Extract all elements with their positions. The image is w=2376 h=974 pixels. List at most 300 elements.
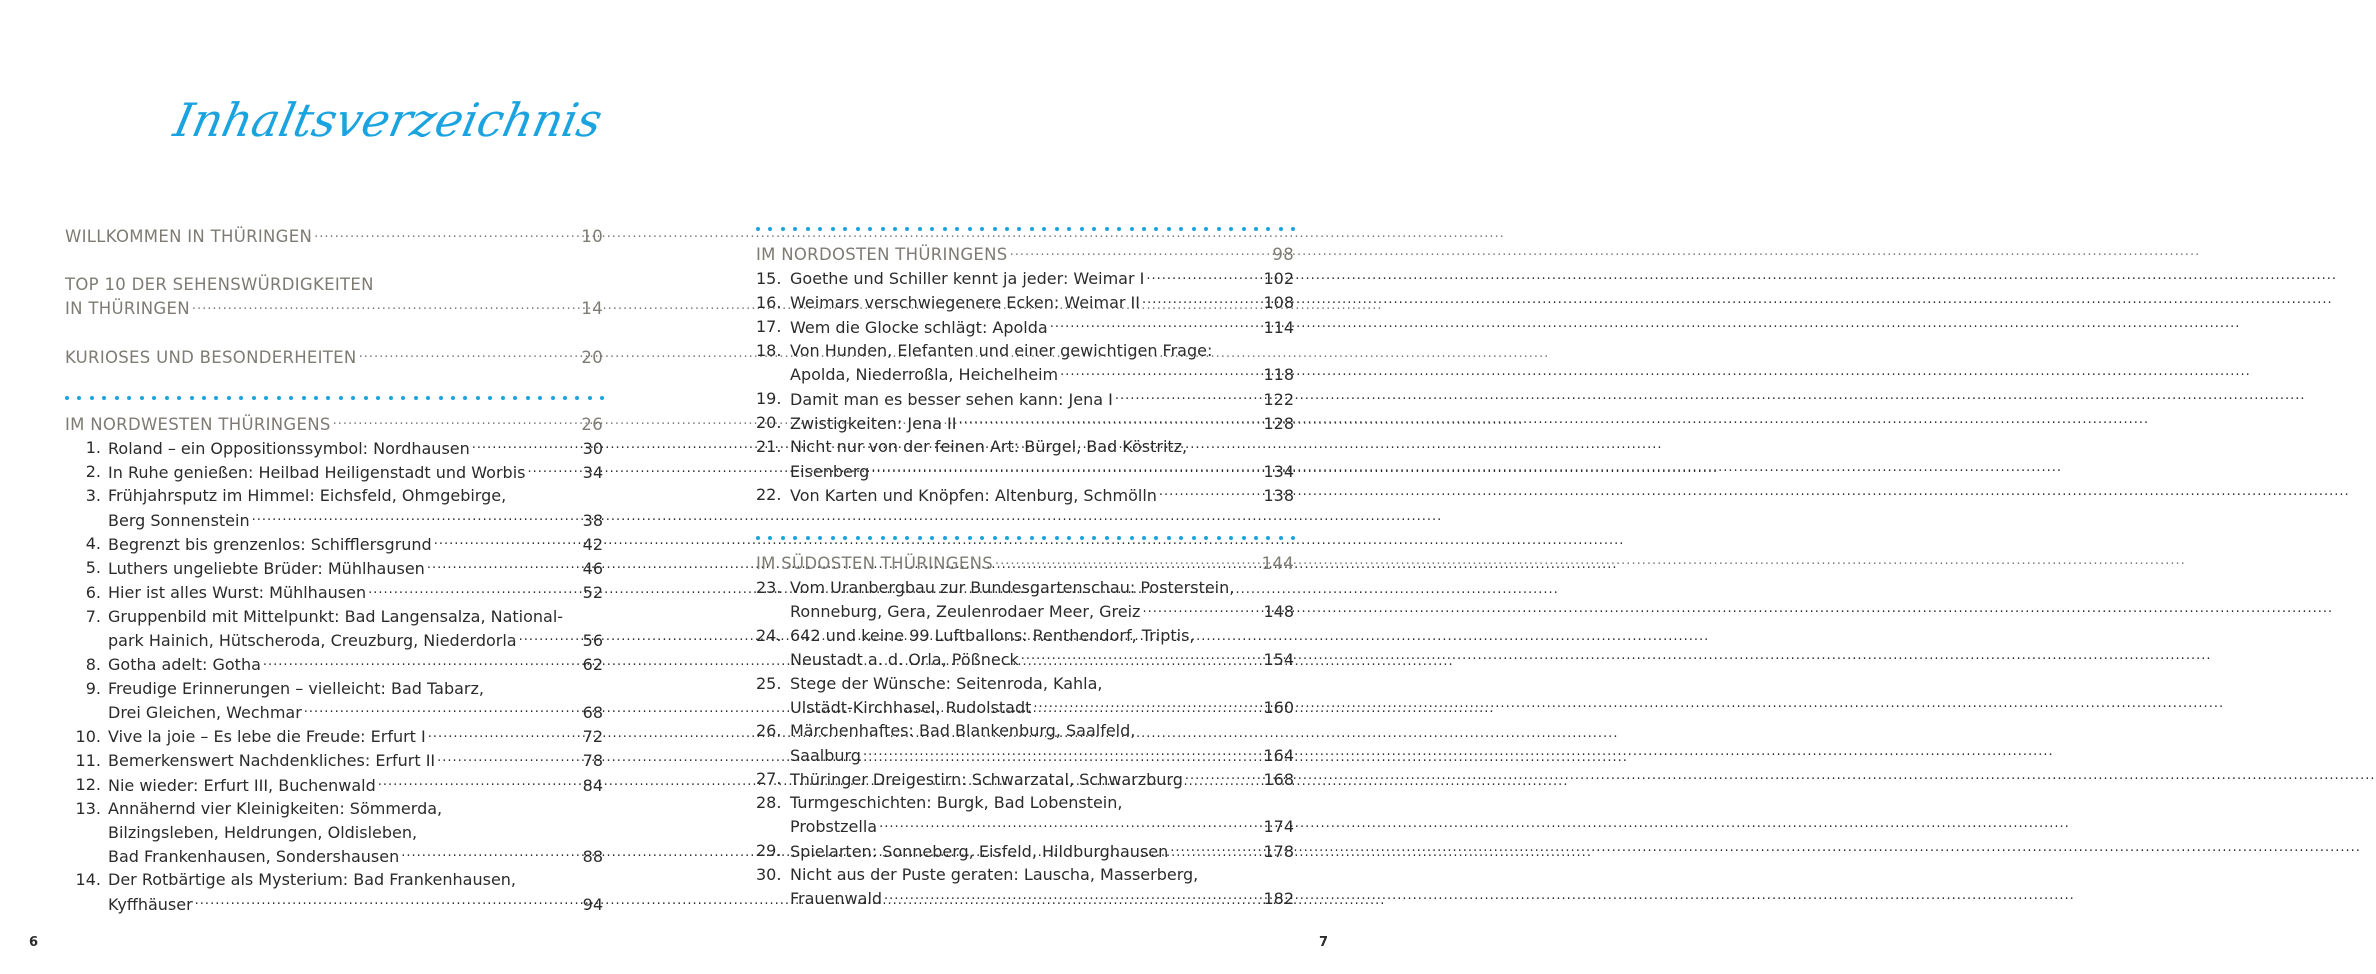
divider-dot — [943, 536, 947, 540]
divider-dot — [1279, 536, 1283, 540]
entry-title-text: Vom Uranbergbau zur Bundesgartenschau: Posterstein, — [790, 577, 1235, 597]
divider-dot — [551, 396, 555, 400]
entry-line — [108, 773, 603, 797]
title-text: Inhaltsverzeichnis — [169, 93, 607, 147]
entry-body — [780, 791, 1294, 839]
entry-line — [108, 653, 603, 677]
entry-number: 16. — [756, 292, 782, 312]
divider-dot — [793, 536, 797, 540]
divider-dot — [1117, 227, 1121, 231]
dot-leader — [958, 411, 1261, 429]
entry-page-number: 34 — [582, 462, 603, 482]
entry-body — [780, 339, 1294, 387]
dot-leader — [863, 743, 1261, 761]
divider-dot — [1192, 227, 1196, 231]
divider-dot — [756, 227, 760, 231]
divider-dot — [239, 396, 243, 400]
entry-line — [790, 695, 1294, 719]
dot-leader — [359, 345, 580, 363]
entry-title-text: Nicht aus der Puste geraten: Lauscha, Masserberg, — [790, 865, 1199, 885]
entry-page-number: 68 — [582, 702, 603, 722]
dot-leader — [263, 653, 581, 671]
divider-dot — [439, 396, 443, 400]
divider-dot — [1154, 536, 1158, 540]
spacer — [65, 321, 603, 345]
divider-dot — [1229, 536, 1233, 540]
divider-dot — [90, 396, 94, 400]
divider-dot — [806, 227, 810, 231]
dot-leader — [995, 551, 1260, 569]
entry-number: 22. — [756, 485, 782, 505]
toc-entry[interactable] — [756, 315, 1294, 339]
divider-dot — [1017, 227, 1021, 231]
toc-entry[interactable] — [65, 436, 603, 460]
entry-title-text: Eisenberg — [790, 461, 870, 481]
dot-leader — [884, 887, 1261, 905]
entry-line — [108, 581, 603, 605]
section-heading-text: TOP 10 DER SEHENSWÜRDIGKEITEN — [65, 274, 374, 294]
divider-dot — [1192, 536, 1196, 540]
entry-title-text: Ulstädt-Kirchhasel, Rudolstadt — [790, 697, 1032, 717]
divider-dot — [1179, 536, 1183, 540]
dot-leader — [368, 581, 581, 599]
entry-title-text: Kyffhäuser — [108, 894, 193, 914]
divider-dot — [115, 396, 119, 400]
divider-dot — [563, 396, 567, 400]
toc-entry[interactable] — [65, 653, 603, 677]
divider-dot — [202, 396, 206, 400]
dot-leader — [1033, 695, 1261, 713]
toc-entry[interactable] — [65, 581, 603, 605]
dot-leader — [401, 844, 580, 862]
section-page-number: 10 — [581, 227, 603, 247]
page-title — [169, 78, 607, 163]
entry-number: 3. — [85, 486, 101, 506]
divider-dot — [868, 227, 872, 231]
entry-number: 20. — [756, 413, 782, 433]
entry-line — [790, 767, 1294, 791]
entry-number: 15. — [756, 268, 782, 288]
toc-entry[interactable] — [756, 339, 1294, 387]
entry-number: 21. — [756, 437, 782, 457]
toc-entry[interactable] — [756, 839, 1294, 863]
entry-body — [101, 868, 603, 916]
divider-dot — [165, 396, 169, 400]
divider-dot — [843, 536, 847, 540]
entry-title-text: Freudige Erinnerungen – vielleicht: Bad Tabarz, — [108, 678, 484, 698]
entry-number: 27. — [756, 769, 782, 789]
divider-dot — [1142, 536, 1146, 540]
toc-entry[interactable] — [756, 483, 1294, 507]
entry-body — [780, 411, 1294, 435]
divider-dot — [1080, 227, 1084, 231]
divider-dot — [1229, 227, 1233, 231]
toc-entry[interactable] — [756, 624, 1294, 672]
entry-line — [790, 600, 1294, 624]
divider-dot — [401, 396, 405, 400]
divider-dot — [768, 227, 772, 231]
entry-title-text: Von Karten und Knöpfen: Altenburg, Schmölln — [790, 485, 1157, 505]
dotted-divider — [756, 533, 1294, 543]
entry-page-number: 160 — [1263, 697, 1294, 717]
entry-number: 7. — [85, 606, 101, 626]
divider-dot — [1242, 536, 1246, 540]
divider-dot — [856, 536, 860, 540]
entry-line — [790, 887, 1294, 911]
dot-leader — [314, 224, 579, 242]
section-heading[interactable] — [756, 551, 1294, 576]
divider-dot — [968, 536, 972, 540]
divider-dot — [1254, 227, 1258, 231]
entry-page-number: 38 — [582, 510, 603, 530]
divider-dot — [856, 227, 860, 231]
section-heading[interactable] — [65, 273, 603, 297]
entry-title-text: Bilzingsleben, Heldrungen, Oldisleben, — [108, 822, 418, 842]
entry-number: 30. — [756, 865, 782, 885]
divider-dot — [376, 396, 380, 400]
divider-dot — [451, 396, 455, 400]
toc-entry[interactable] — [65, 868, 603, 916]
divider-dot — [339, 396, 343, 400]
divider-dot — [1217, 536, 1221, 540]
divider-dot — [818, 536, 822, 540]
entry-title-text: Thüringer Dreigestirn: Schwarzatal, Schwarzburg — [790, 769, 1183, 789]
section-page-number: 14 — [581, 299, 603, 319]
entry-body — [101, 460, 603, 484]
dot-leader — [195, 892, 581, 910]
entry-title-text: Nie wieder: Erfurt III, Buchenwald — [108, 775, 376, 795]
entry-page-number: 108 — [1263, 293, 1294, 313]
entry-body — [780, 483, 1294, 507]
divider-dot — [177, 396, 181, 400]
divider-dot — [930, 536, 934, 540]
entry-line — [790, 411, 1294, 435]
entry-number: 13. — [75, 799, 101, 819]
toc-entry[interactable] — [756, 791, 1294, 839]
divider-dot — [77, 396, 81, 400]
divider-dot — [1204, 227, 1208, 231]
dot-leader — [1115, 387, 1262, 405]
entry-number: 2. — [85, 462, 101, 482]
divider-dot — [289, 396, 293, 400]
divider-dot — [463, 396, 467, 400]
entry-body — [101, 653, 603, 677]
entry-line — [108, 844, 603, 868]
entry-number: 28. — [756, 793, 782, 813]
divider-dot — [905, 227, 909, 231]
entry-body — [101, 484, 603, 532]
dot-leader — [519, 628, 581, 646]
divider-dot — [1142, 227, 1146, 231]
entry-page-number: 56 — [582, 630, 603, 650]
right-page — [679, 0, 1358, 974]
dotted-divider — [756, 224, 1294, 234]
entry-line — [790, 839, 1294, 863]
divider-dot — [513, 396, 517, 400]
entry-number: 8. — [85, 654, 101, 674]
divider-dot — [1130, 227, 1134, 231]
divider-dot — [1242, 227, 1246, 231]
entry-title-text: Damit man es besser sehen kann: Jena I — [790, 389, 1113, 409]
divider-dot — [1055, 227, 1059, 231]
entry-title-text: Weimars verschwiegenere Ecken: Weimar II — [790, 293, 1140, 313]
page-number-left: 6 — [29, 935, 39, 950]
toc-left-column — [65, 224, 603, 916]
divider-dot — [1092, 227, 1096, 231]
entry-title-text: Annähernd vier Kleinigkeiten: Sömmerda, — [108, 799, 443, 819]
divider-dot — [781, 227, 785, 231]
entry-title-text: Frühjahrsputz im Himmel: Eichsfeld, Ohmgebirge, — [108, 486, 507, 506]
left-page — [0, 0, 679, 974]
divider-dot — [1105, 227, 1109, 231]
dot-leader — [1185, 767, 1262, 785]
divider-dot — [326, 396, 330, 400]
toc-entry[interactable] — [65, 605, 603, 653]
dot-leader — [1060, 363, 1261, 381]
divider-dot — [600, 396, 604, 400]
toc-entry[interactable] — [65, 773, 603, 797]
divider-dot — [1217, 227, 1221, 231]
entry-body — [101, 677, 603, 725]
toc-entry[interactable] — [756, 435, 1294, 483]
entry-title-text: Vive la joie – Es lebe die Freude: Erfurt I — [108, 727, 426, 747]
divider-dot — [1154, 227, 1158, 231]
divider-dot — [1167, 536, 1171, 540]
entry-number: 24. — [756, 625, 782, 645]
entry-body — [780, 863, 1294, 911]
entry-title-text: park Hainich, Hütscheroda, Creuzburg, Niederdorla — [108, 630, 517, 650]
entry-title-text: Nicht nur von der feinen Art: Bürgel, Bad Köstritz, — [790, 437, 1188, 457]
toc-entry[interactable] — [65, 797, 603, 868]
divider-dot — [488, 396, 492, 400]
entry-page-number: 174 — [1263, 817, 1294, 837]
toc-entry[interactable] — [756, 767, 1294, 791]
divider-dot — [781, 536, 785, 540]
entry-title-text: Märchenhaftes: Bad Blankenburg, Saalfeld, — [790, 721, 1136, 741]
divider-dot — [314, 396, 318, 400]
entry-title-text: Saalburg — [790, 745, 861, 765]
section-heading-text: IM NORDOSTEN THÜRINGENS — [756, 245, 1008, 265]
divider-dot — [140, 396, 144, 400]
spacer — [65, 369, 603, 393]
divider-dot — [893, 536, 897, 540]
page-number-right: 7 — [1318, 935, 1328, 950]
dot-leader — [1010, 242, 1271, 260]
divider-dot — [1067, 227, 1071, 231]
toc-entry[interactable] — [65, 677, 603, 725]
section-heading-text: KURIOSES UND BESONDERHEITEN — [65, 347, 357, 367]
entry-title-text: Hier ist alles Wurst: Mühlhausen — [108, 583, 367, 603]
dot-leader — [437, 749, 580, 767]
entry-title-text: Zwistigkeiten: Jena II — [790, 413, 957, 433]
entry-line — [108, 892, 603, 916]
entry-page-number: 62 — [582, 655, 603, 675]
divider-dot — [806, 536, 810, 540]
entry-title-text: Apolda, Niederroßla, Heichelheim — [790, 365, 1059, 385]
dot-leader — [879, 815, 1261, 833]
entry-title-text: Gruppenbild mit Mittelpunkt: Bad Langensalza, National- — [108, 606, 564, 626]
divider-dot — [1204, 536, 1208, 540]
divider-dot — [1067, 536, 1071, 540]
divider-dot — [881, 536, 885, 540]
divider-dot — [351, 396, 355, 400]
divider-dot — [588, 396, 592, 400]
divider-dot — [831, 536, 835, 540]
divider-dot — [277, 396, 281, 400]
dot-leader — [252, 508, 581, 526]
divider-dot — [152, 396, 156, 400]
entry-body — [780, 719, 1294, 767]
entry-line — [108, 460, 603, 484]
divider-dot — [993, 536, 997, 540]
entry-number: 29. — [756, 841, 782, 861]
entry-line — [790, 483, 1294, 507]
entry-title-text: Begrenzt bis grenzenlos: Schifflersgrund — [108, 534, 432, 554]
divider-dot — [414, 396, 418, 400]
divider-dot — [918, 227, 922, 231]
title-script-graphic — [169, 78, 607, 163]
divider-dot — [793, 227, 797, 231]
dot-leader — [427, 556, 581, 574]
divider-dot — [264, 396, 268, 400]
entry-number: 10. — [75, 726, 101, 746]
dot-leader — [1142, 291, 1261, 309]
toc-entry[interactable] — [756, 863, 1294, 911]
entry-number: 4. — [85, 534, 101, 554]
divider-dot — [214, 396, 218, 400]
divider-dot — [831, 227, 835, 231]
entry-title-text: Bemerkenswert Nachdenkliches: Erfurt II — [108, 751, 436, 771]
entry-title-text: Gotha adelt: Gotha — [108, 655, 261, 675]
toc-entry[interactable] — [756, 411, 1294, 435]
divider-dot — [893, 227, 897, 231]
entry-title-text: Neustadt a. d. Orla, Pößneck — [790, 649, 1019, 669]
entry-page-number: 148 — [1263, 602, 1294, 622]
divider-dot — [905, 536, 909, 540]
divider-dot — [1279, 227, 1283, 231]
divider-dot — [1117, 536, 1121, 540]
entry-line — [790, 647, 1294, 671]
entry-page-number: 164 — [1263, 745, 1294, 765]
entry-number: 23. — [756, 577, 782, 597]
entry-body — [780, 767, 1294, 791]
divider-dot — [1092, 536, 1096, 540]
divider-dot — [980, 536, 984, 540]
divider-dot — [1030, 227, 1034, 231]
entry-page-number: 134 — [1263, 461, 1294, 481]
spacer — [756, 507, 1294, 533]
divider-dot — [968, 227, 972, 231]
entry-title-text: Spielarten: Sonneberg, Eisfeld, Hildburghausen — [790, 841, 1169, 861]
toc-right-column — [756, 224, 1294, 911]
entry-number: 19. — [756, 388, 782, 408]
divider-dot — [1042, 227, 1046, 231]
divider-dot — [102, 396, 106, 400]
entry-page-number: 72 — [582, 727, 603, 747]
divider-dot — [1291, 227, 1295, 231]
entry-page-number: 182 — [1263, 889, 1294, 909]
entry-number: 14. — [75, 870, 101, 890]
entry-title-text: Von Hunden, Elefanten und einer gewichtigen Frage: — [790, 341, 1213, 361]
divider-dot — [868, 536, 872, 540]
entry-number: 9. — [85, 678, 101, 698]
entry-page-number: 84 — [582, 775, 603, 795]
entry-title-text: Wem die Glocke schlägt: Apolda — [790, 317, 1048, 337]
entry-title-text: 642 und keine 99 Luftballons: Renthendorf, Triptis, — [790, 625, 1195, 645]
section-page-number: 26 — [581, 414, 603, 434]
divider-dot — [1005, 536, 1009, 540]
entry-body — [101, 605, 603, 653]
entry-title-text: Stege der Wünsche: Seitenroda, Kahla, — [790, 673, 1103, 693]
divider-dot — [930, 227, 934, 231]
entry-title-text: Bad Frankenhausen, Sondershausen — [108, 846, 400, 866]
divider-dot — [1030, 536, 1034, 540]
entry-title-text: In Ruhe genießen: Heilbad Heiligenstadt und Worbis — [108, 462, 526, 482]
divider-dot — [1266, 227, 1270, 231]
divider-dot — [843, 227, 847, 231]
entry-page-number: 78 — [582, 751, 603, 771]
entry-title-text: Goethe und Schiller kennt ja jeder: Weimar I — [790, 269, 1145, 289]
section-heading[interactable] — [65, 345, 603, 370]
entry-title-text: Der Rotbärtige als Mysterium: Bad Frankenhausen, — [108, 870, 517, 890]
entry-body — [780, 435, 1294, 483]
divider-dot — [476, 396, 480, 400]
entry-page-number: 168 — [1263, 769, 1294, 789]
section-page-number: 20 — [581, 347, 603, 367]
entry-line — [790, 315, 1294, 339]
divider-dot — [955, 227, 959, 231]
divider-dot — [1055, 536, 1059, 540]
dot-leader — [333, 411, 580, 429]
entry-page-number: 42 — [582, 534, 603, 554]
divider-dot — [955, 536, 959, 540]
entry-body — [780, 839, 1294, 863]
dotted-divider — [65, 393, 603, 403]
entry-number: 11. — [75, 750, 101, 770]
dot-leader — [1146, 267, 1261, 285]
dot-leader — [1159, 483, 1262, 501]
section-heading[interactable] — [65, 296, 603, 321]
dot-leader — [434, 532, 581, 550]
toc-entry[interactable] — [65, 460, 603, 484]
entry-title-text: Drei Gleichen, Wechmar — [108, 702, 302, 722]
entry-title-text: Frauenwald — [790, 889, 883, 909]
toc-entry[interactable] — [756, 576, 1294, 624]
divider-dot — [389, 396, 393, 400]
divider-dot — [302, 396, 306, 400]
toc-entry[interactable] — [756, 719, 1294, 767]
divider-dot — [575, 396, 579, 400]
dot-leader — [1021, 647, 1262, 665]
section-heading-text: WILLKOMMEN IN THÜRINGEN — [65, 227, 313, 247]
entry-number: 17. — [756, 317, 782, 337]
divider-dot — [1080, 536, 1084, 540]
entry-number: 12. — [75, 774, 101, 794]
toc-entry[interactable] — [65, 484, 603, 532]
dot-leader — [1050, 315, 1262, 333]
entry-page-number: 52 — [582, 583, 603, 603]
entry-title-text: Probstzella — [790, 817, 878, 837]
toc-entry[interactable] — [756, 672, 1294, 720]
entry-body — [101, 773, 603, 797]
divider-dot — [538, 396, 542, 400]
section-heading[interactable] — [65, 224, 603, 249]
entry-page-number: 178 — [1263, 841, 1294, 861]
entry-number: 25. — [756, 673, 782, 693]
section-heading-text: IN THÜRINGEN — [65, 299, 190, 319]
divider-dot — [1179, 227, 1183, 231]
section-page-number: 98 — [1272, 245, 1294, 265]
